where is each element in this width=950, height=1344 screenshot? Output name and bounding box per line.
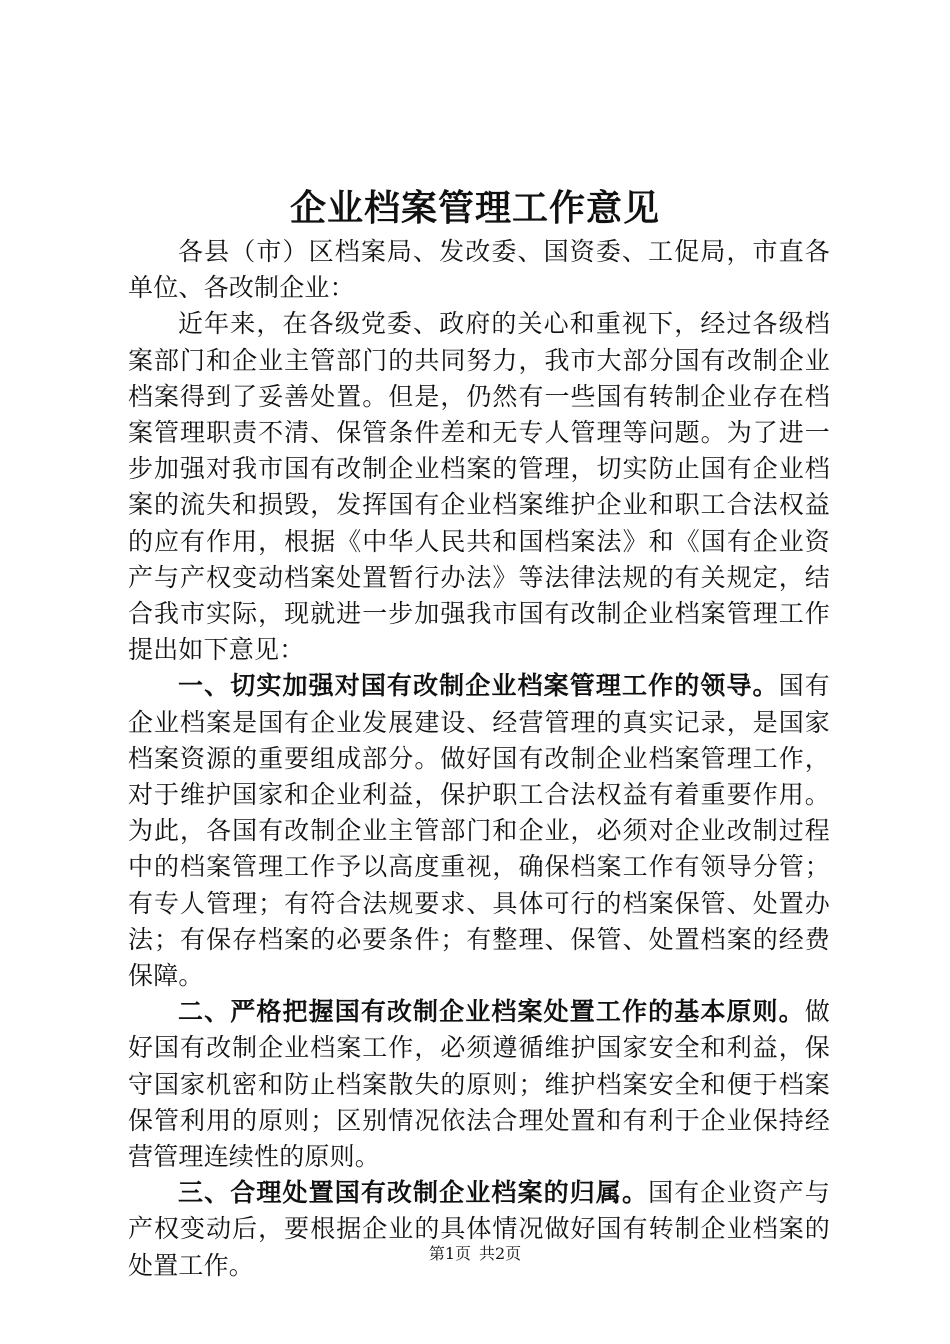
section-heading-3: 三、合理处置国有改制企业档案的归属。	[178, 1178, 649, 1208]
document-body	[128, 234, 830, 1284]
page-number: 第1页	[428, 1244, 471, 1263]
section-paragraph-3	[128, 1175, 830, 1284]
salutation: 各县（市）区档案局、发改委、国资委、工促局，市直各单位、各改制企业：	[128, 237, 830, 303]
section-heading-1: 一、切实加强对国有改制企业档案管理工作的领导。	[178, 671, 779, 701]
section-paragraph-2	[128, 994, 830, 1175]
document-title: 企业档案管理工作意见	[289, 187, 660, 229]
section-text-3: 国有企业资产与产权变动后，要根据企业的具体情况做好国有转制企业档案的处置工作。	[128, 1178, 830, 1280]
section-text-1: 国有企业档案是国有企业发展建设、经营管理的真实记录，是国家档案资源的重要组成部分。做好国有改制企业档案管理工作，对于维护国家和企业利益，保护职工合法权益有着重要作用。为此，各国有改制企业主管部门和企业，必须对企业改制过程中的档案管理工作予以高度重视，确保档案工作有领导分管；有专人管理；有符合法规要求、具体可行的档案保管、处置办法；有保存档案的必要条件；有整理、保管、处置档案的经费保障。	[128, 671, 830, 991]
section-text-2: 做好国有改制企业档案工作，必须遵循维护国家安全和利益，保守国家机密和防止档案散失的原则；维护档案安全和便于档案保管利用的原则；区别情况依法合理处置和有利于企业保持经营管理连续性的原则。	[128, 997, 830, 1172]
intro-paragraph: 近年来，在各级党委、政府的关心和重视下，经过各级档案部门和企业主管部门的共同努力，我市大部分国有改制企业档案得到了妥善处置。但是，仍然有一些国有转制企业存在档案管理职责不清、保管条件差和无专人管理等问题。为了进一步加强对我市国有改制企业档案的管理，切实防止国有企业档案的流失和损毁，发挥国有企业档案维护企业和职工合法权益的应有作用，根据《中华人民共和国档案法》和《国有企业资产与产权变动档案处置暂行办法》等法律法规的有关规定，结合我市实际，现就进一步加强我市国有改制企业档案管理工作提出如下意见：	[128, 309, 830, 665]
page-total: 共2页	[479, 1244, 522, 1263]
section-paragraph-1	[128, 668, 830, 994]
section-heading-2: 二、严格把握国有改制企业档案处置工作的基本原则。	[178, 997, 805, 1027]
page-footer	[0, 1242, 950, 1266]
